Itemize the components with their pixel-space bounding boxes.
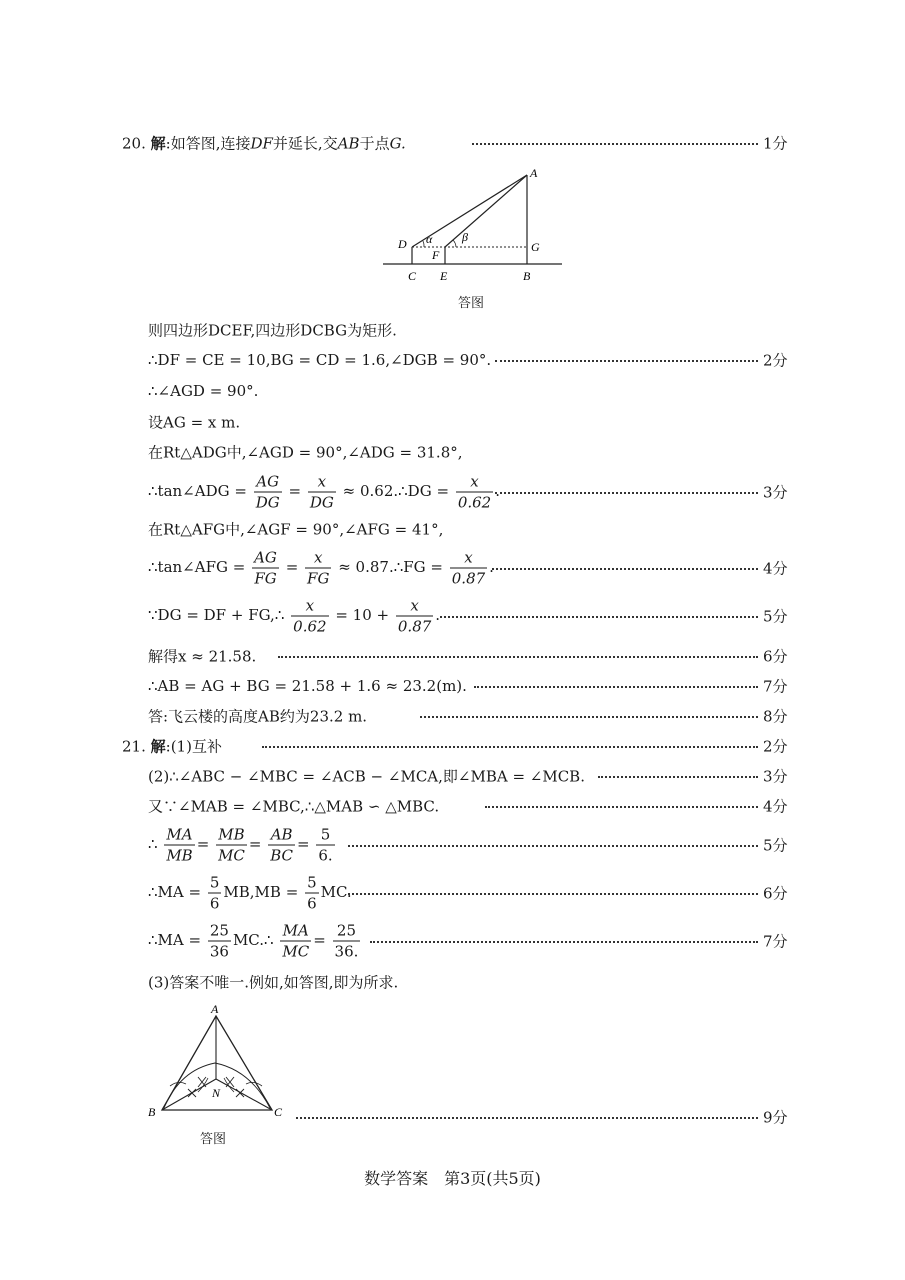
q20-figure: [380, 163, 570, 293]
frac-ag-fg: $\frac{AG}{FG}$: [254, 548, 277, 588]
q20-line-3: [0, 376, 905, 406]
score-8: 8分: [763, 707, 788, 726]
label-f: F: [432, 248, 440, 262]
score-q21-2: 2分: [763, 737, 788, 756]
q21-line-3: [0, 791, 905, 821]
frac-ab-bc: $\frac{AB}{BC}$: [270, 825, 294, 865]
label-beta: β: [462, 230, 468, 244]
q20-line6-b: ≈ 0.62.∴DG =: [342, 482, 450, 500]
q21-line-6: ∴MA = $\frac{25}{36}$ MC.∴ $\frac{MA}{MC}$ = $\frac{25}{36.}$ 7分: [148, 921, 788, 961]
label-alpha: α: [426, 232, 433, 246]
q20-line9-a: ∵DG = DF + FG,∴: [148, 606, 285, 624]
q21-ma-c: MC.: [320, 883, 352, 901]
label-c: C: [274, 1105, 283, 1119]
frac-x-fg: $\frac{x}{FG}$: [307, 548, 330, 588]
dot-leader: [348, 845, 758, 847]
dot-leader: [296, 1117, 758, 1119]
score-q21-9: 9分: [763, 1108, 788, 1127]
q21-line-7: [0, 967, 905, 997]
q20-line-12: [0, 701, 905, 731]
cross-mark-far-left: [188, 1089, 196, 1097]
q20-intro-ab: AB: [337, 134, 360, 153]
dot-leader: [440, 616, 758, 618]
score-7: 7分: [763, 677, 788, 696]
q20-line11-text: ∴AB = AG + BG = 21.58 + 1.6 ≈ 23.2(m).: [148, 677, 467, 695]
label-g: G: [531, 240, 540, 254]
frac-x-087: $\frac{x}{0.87}$: [451, 548, 486, 588]
dot-leader: [420, 716, 758, 718]
q20-line-5: [0, 437, 905, 467]
frac-5-6-a: $\frac{5}{6}$: [209, 873, 220, 913]
q21-part2-text: (2)∴∠ABC − ∠MBC = ∠ACB − ∠MCA,即∠MBA = ∠MCB.: [148, 767, 585, 786]
q20-solution-label: 解: [150, 134, 166, 153]
score-1: 1分: [763, 134, 788, 153]
label-b: B: [523, 269, 531, 283]
q21-sim-text: 又∵∠MAB = ∠MBC,∴△MAB ∽ △MBC.: [148, 797, 440, 816]
dot-leader: [474, 686, 758, 688]
frac-ma-mc: $\frac{MA}{MC}$: [282, 921, 310, 961]
cross-mark-left: [198, 1077, 206, 1087]
q20-rect-text: 则四边形DCEF,四边形DCBG为矩形.: [148, 321, 397, 340]
label-a: A: [530, 166, 538, 180]
q21-part1-text: :(1)互补: [165, 737, 222, 756]
q21-figure-caption: 答图: [200, 1132, 227, 1147]
frac-x-062: $\frac{x}{0.62}$: [457, 472, 492, 512]
score-5: 5分: [763, 607, 788, 626]
q20-intro-df: DF: [250, 134, 273, 153]
frac-25-36-a: $\frac{25}{36}$: [209, 921, 229, 961]
cross-mark-far-right: [236, 1089, 244, 1097]
q21-ma-b: MB,MB =: [223, 883, 299, 901]
dot-leader: [492, 568, 758, 570]
score-q21-7: 7分: [763, 932, 788, 951]
frac-ma-mb: $\frac{MA}{MB}$: [166, 825, 193, 865]
dot-leader: [485, 806, 758, 808]
q20-line12-text: 答:飞云楼的高度AB约为23.2 m.: [148, 707, 368, 726]
score-q21-6: 6分: [763, 884, 788, 903]
frac-x-087-b: $\frac{x}{0.87}$: [397, 596, 432, 636]
q20-line-11: [0, 671, 905, 701]
score-q21-3: 3分: [763, 767, 788, 786]
q20-line-7: [0, 514, 905, 544]
q20-line2-text: ∴DF = CE = 10,BG = CD = 1.6,∠DGB = 90°.: [148, 351, 492, 369]
q20-line5-text: 在Rt△ADG中,∠AGD = 90°,∠ADG = 31.8°,: [148, 443, 463, 462]
angle-alpha-arc: [423, 241, 424, 247]
dot-leader: [472, 143, 758, 145]
q21-ma-a: ∴MA =: [148, 883, 202, 901]
frac-x-dg: $\frac{x}{DG}$: [309, 472, 334, 512]
page-footer: 数学答案 第3页(共5页): [364, 1169, 541, 1188]
cross-mark-right: [226, 1077, 234, 1087]
q20-line8-a: ∴tan∠AFG =: [148, 558, 246, 576]
q20-line-6: ∴tan∠ADG = $\frac{AG}{DG}$ = $\frac{x}{DG}$ ≈ 0.62.∴DG = $\frac{x}{0.62}$ . 3分: [148, 472, 788, 512]
q21-mc-b: MC.∴: [232, 931, 274, 949]
q20-line6-a: ∴tan∠ADG =: [148, 482, 247, 500]
q21-solution-label: 解: [150, 737, 166, 756]
label-c: C: [408, 269, 417, 283]
q21-part3-text: (3)答案不唯一.例如,如答图,即为所求.: [148, 973, 399, 992]
frac-x-062-b: $\frac{x}{0.62}$: [293, 596, 327, 636]
q21-line-5: [0, 871, 905, 915]
score-2: 2分: [763, 351, 788, 370]
frac-ag-dg: $\frac{AG}{DG}$: [255, 472, 280, 512]
label-n: N: [212, 1086, 221, 1100]
q20-line-2: [0, 345, 905, 375]
label-e: E: [440, 269, 448, 283]
q20-line10-text: 解得x ≈ 21.58.: [148, 647, 257, 666]
q20-intro-text: :如答图,连接: [165, 134, 251, 153]
q20-line-8: ∴tan∠AFG = $\frac{AG}{FG}$ = $\frac{x}{FG}$ ≈ 0.87.∴FG = $\frac{x}{0.87}$ . 4分: [148, 548, 788, 588]
label-d: D: [398, 237, 407, 251]
q20-line-4: [0, 407, 905, 437]
frac-25-36-b: $\frac{25}{36.}$: [334, 921, 359, 961]
segment-fa: [445, 175, 527, 247]
frac-5-6: $\frac{5}{6.}$: [318, 825, 333, 865]
score-q21-4: 4分: [763, 797, 788, 816]
dot-leader: [278, 656, 758, 658]
q20-number: 20.: [122, 134, 146, 153]
dot-leader: [348, 893, 758, 895]
score-4: 4分: [763, 559, 788, 578]
label-b: B: [148, 1105, 156, 1119]
frac-5-6-b: $\frac{5}{6}$: [307, 873, 317, 913]
q20-intro-g: G.: [389, 134, 406, 153]
q20-figure-caption: 答图: [458, 296, 485, 311]
q20-intro-end: 于点: [359, 134, 390, 153]
q20-line4-text: 设AG = x m.: [148, 413, 241, 432]
q20-line-10: [0, 641, 905, 671]
q21-number: 21.: [122, 737, 146, 756]
dot-leader: [495, 492, 758, 494]
dot-leader: [598, 776, 758, 778]
label-a: A: [211, 1002, 219, 1016]
dot-leader: [262, 746, 758, 748]
q20-line-rect: [0, 315, 905, 345]
q21-line-4: ∴ $\frac{MA}{MB}$ = $\frac{MB}{MC}$ = $\frac{AB}{BC}$ = $\frac{5}{6.}$ 5分: [148, 825, 788, 865]
dot-leader: [370, 941, 758, 943]
q21-ratio-therefore: ∴: [148, 835, 158, 853]
frac-mb-mc: $\frac{MB}{MC}$: [218, 825, 245, 865]
q20-intro-line: [0, 128, 905, 158]
q21-line-2: [0, 761, 905, 791]
q20-line-9: ∵DG = DF + FG,∴ $\frac{x}{0.62}$ = 10 + $\frac{x}{0.87}$ . 5分: [148, 596, 788, 636]
q20-intro-mid: 并延长,交: [272, 134, 338, 153]
q20-line9-b: = 10 +: [335, 606, 390, 624]
q20-line7-text: 在Rt△AFG中,∠AGF = 90°,∠AFG = 41°,: [148, 520, 444, 539]
q21-line-8: [0, 1102, 905, 1132]
score-6: 6分: [763, 647, 788, 666]
dot-leader: [495, 360, 758, 362]
score-q21-5: 5分: [763, 836, 788, 855]
q21-line-1: [0, 731, 905, 761]
q20-line8-b: ≈ 0.87.∴FG =: [338, 558, 443, 576]
angle-beta-arc: [453, 240, 456, 247]
q20-line3-text: ∴∠AGD = 90°.: [148, 382, 259, 400]
q21-mc-a: ∴MA =: [148, 931, 202, 949]
score-3: 3分: [763, 483, 788, 502]
